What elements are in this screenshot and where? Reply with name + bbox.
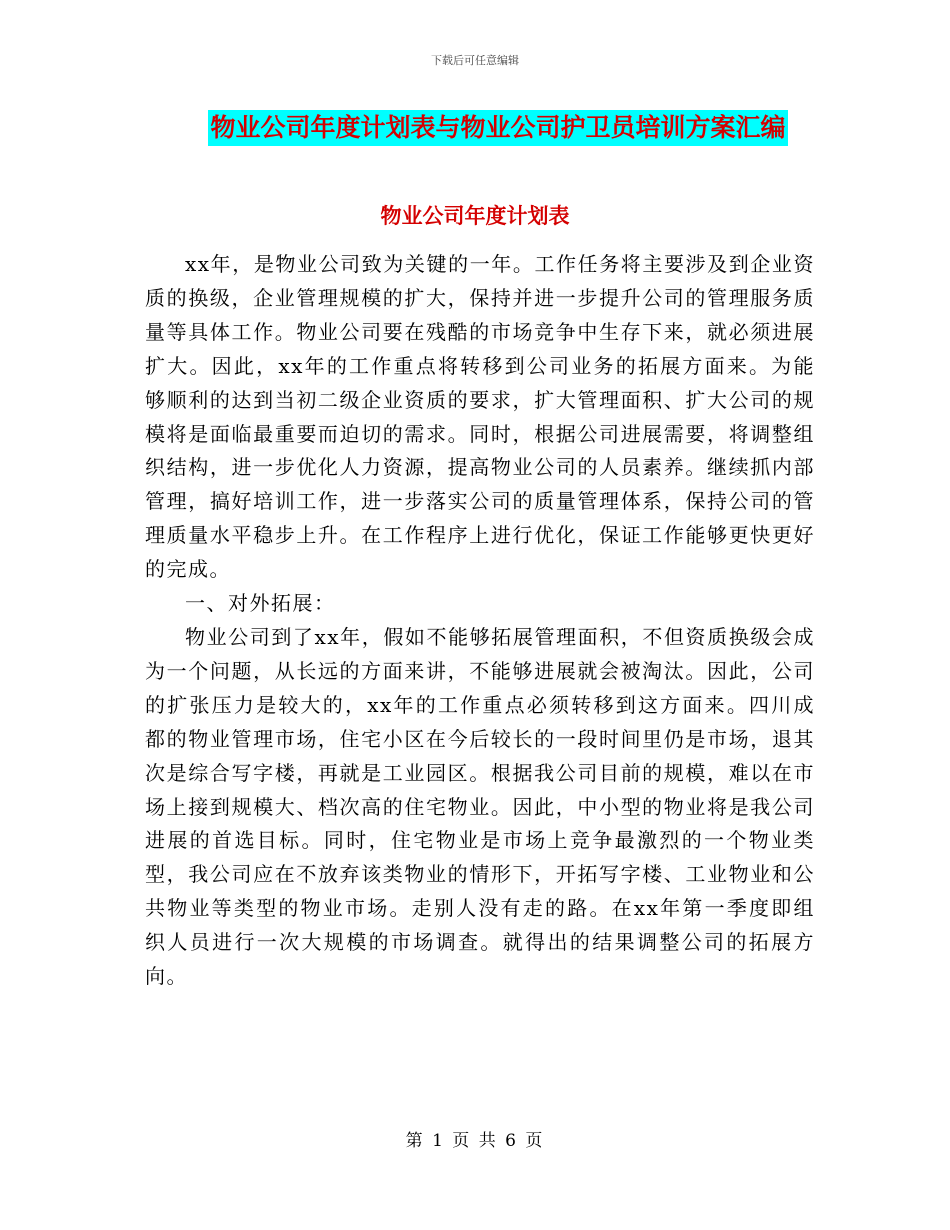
header-note: 下载后可任意编辑: [431, 54, 519, 67]
main-title-container: [0, 110, 950, 146]
body-text: [145, 248, 815, 994]
paragraph-external-expansion: 物业公司到了xx年，假如不能够拓展管理面积，不但资质换级会成为一个问题，从长远的方面来讲，不能够进展就会被淘汰。因此，公司的扩张压力是较大的，xx年的工作重点必须转移到这方面来。四川成都的物业管理市场，住宅小区在今后较长的一段时间里仍是市场，退其次是综合写字楼，再就是工业园区。根据我公司目前的规模，难以在市场上接到规模大、档次高的住宅物业。因此，中小型的物业将是我公司进展的首选目标。同时，住宅物业是市场上竞争最激烈的一个物业类型，我公司应在不放弃该类物业的情形下，开拓写字楼、工业物业和公共物业等类型的物业市场。走别人没有走的路。在xx年第一季度即组织人员进行一次大规模的市场调查。就得出的结果调整公司的拓展方向。: [145, 624, 815, 989]
page-footer: 第 1 页 共 6 页: [405, 1131, 545, 1151]
main-title: 物业公司年度计划表与物业公司护卫员培训方案汇编: [208, 110, 787, 146]
paragraph-intro: xx年，是物业公司致为关键的一年。工作任务将主要涉及到企业资质的换级，企业管理规模的扩大，保持并进一步提升公司的管理服务质量等具体工作。物业公司要在残酷的市场竞争中生存下来，就必须进展扩大。因此，xx年的工作重点将转移到公司业务的拓展方面来。为能够顺利的达到当初二级企业资质的要求，扩大管理面积、扩大公司的规模将是面临最重要而迫切的需求。同时，根据公司进展需要，将调整组织结构，进一步优化人力资源，提高物业公司的人员素养。继续抓内部管理，搞好培训工作，进一步落实公司的质量管理体系，保持公司的管理质量水平稳步上升。在工作程序上进行优化，保证工作能够更快更好的完成。: [145, 252, 815, 582]
paragraph-heading-external-expansion: 一、对外拓展：: [185, 591, 336, 616]
section-title: 物业公司年度计划表: [380, 204, 570, 228]
